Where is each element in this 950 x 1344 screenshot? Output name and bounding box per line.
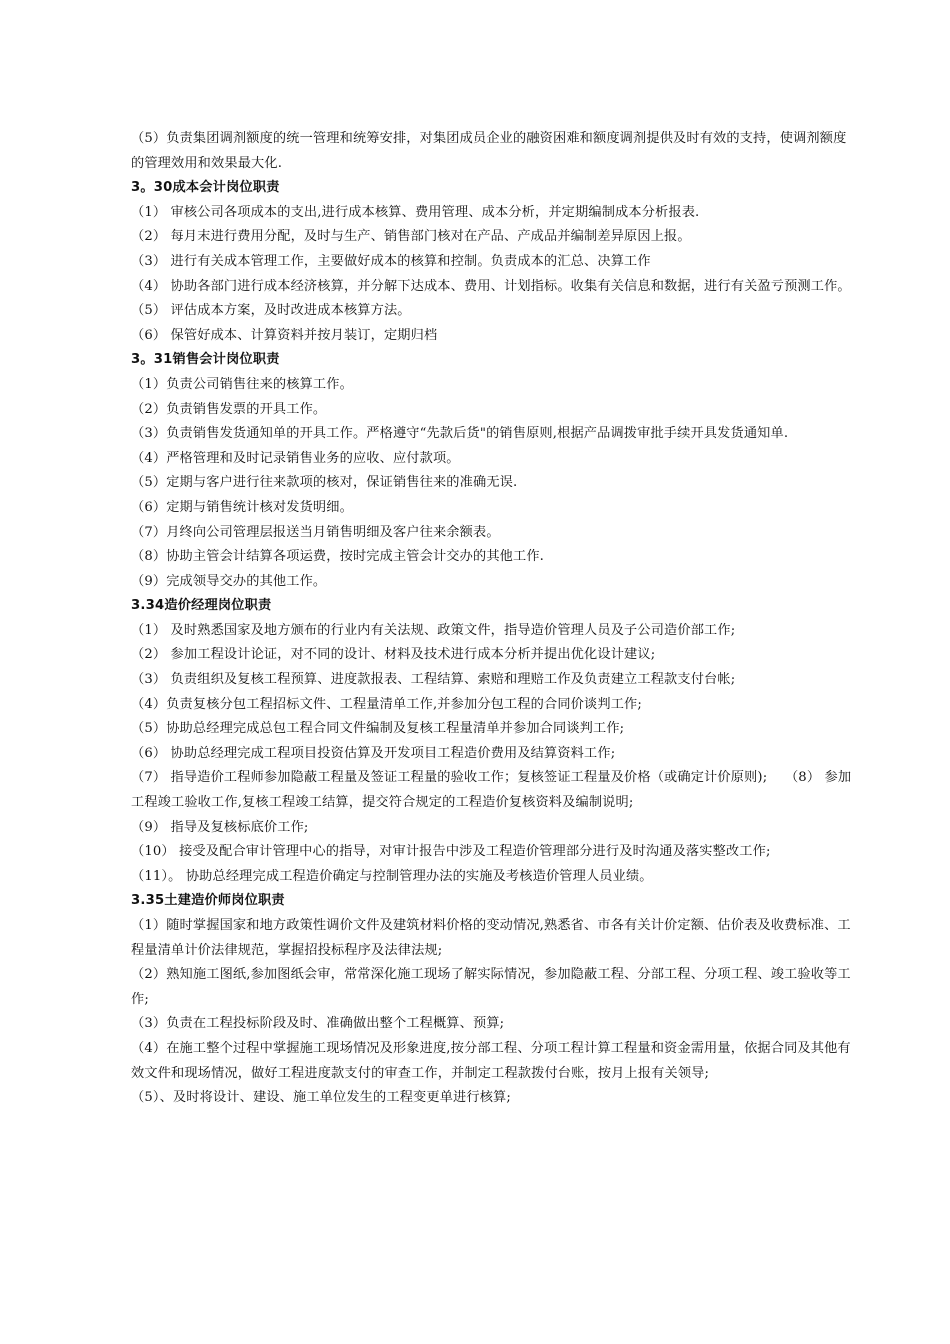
- paragraph: （5） 评估成本方案，及时改进成本核算方法。: [131, 303, 411, 319]
- paragraph: （11）。 协助总经理完成工程造价确定与控制管理办法的实施及考核造价管理人员业绩。: [131, 868, 653, 884]
- document-body: [131, 127, 856, 1111]
- paragraph: （6）定期与销售统计核对发货明细。: [131, 499, 353, 515]
- section-heading: 3。31销售会计岗位职责: [131, 352, 280, 368]
- paragraph: （9）完成领导交办的其他工作。: [131, 573, 327, 589]
- paragraph: （3） 进行有关成本管理工作，主要做好成本的核算和控制。负责成本的汇总、决算工作: [131, 253, 651, 269]
- paragraph: （7）月终向公司管理层报送当月销售明细及客户往来余额表。: [131, 524, 500, 540]
- paragraph: （4）严格管理和及时记录销售业务的应收、应付款项。: [131, 450, 460, 466]
- paragraph: （4）负责复核分包工程招标文件、工程量清单工作,并参加分包工程的合同价谈判工作;: [131, 696, 642, 712]
- paragraph: （1） 审核公司各项成本的支出,进行成本核算、费用管理、成本分析，并定期编制成本分析报表.: [131, 204, 700, 220]
- section-heading: 3。30成本会计岗位职责: [131, 180, 280, 196]
- paragraph: （1）负责公司销售往来的核算工作。: [131, 376, 353, 392]
- paragraph: （8）协助主管会计结算各项运费，按时完成主管会计交办的其他工作.: [131, 549, 545, 565]
- paragraph: （4） 协助各部门进行成本经济核算，并分解下达成本、费用、计划指标。收集有关信息和数据，进行有关盈亏预测工作。: [131, 278, 851, 294]
- paragraph: （2） 每月末进行费用分配，及时与生产、销售部门核对在产品、产成品并编制差异原因上报。: [131, 229, 691, 245]
- paragraph: （3）负责销售发货通知单的开具工作。严格遵守“先款后货"的销售原则,根据产品调拨审批手续开具发货通知单.: [131, 426, 789, 442]
- paragraph: （3）负责在工程投标阶段及时、准确做出整个工程概算、预算;: [131, 1016, 505, 1032]
- paragraph: （5）、及时将设计、建设、施工单位发生的工程变更单进行核算;: [131, 1090, 511, 1106]
- paragraph: （3） 负责组织及复核工程预算、进度款报表、工程结算、索赔和理赔工作及负责建立工程款支付台帐;: [131, 672, 736, 688]
- paragraph: （2） 参加工程设计论证，对不同的设计、材料及技术进行成本分析并提出优化设计建议;: [131, 647, 656, 663]
- paragraph: （5）定期与客户进行往来款项的核对，保证销售往来的准确无误.: [131, 475, 518, 491]
- paragraph: （2）负责销售发票的开具工作。: [131, 401, 327, 417]
- paragraph: （10） 接受及配合审计管理中心的指导，对审计报告中涉及工程造价管理部分进行及时沟通及落实整改工作;: [131, 844, 771, 860]
- paragraph: （9） 指导及复核标底价工作;: [131, 819, 309, 835]
- section-heading: 3.34造价经理岗位职责: [131, 598, 272, 614]
- paragraph: （6） 保管好成本、计算资料并按月装订，定期归档: [131, 327, 438, 343]
- paragraph: （6） 协助总经理完成工程项目投资估算及开发项目工程造价费用及结算资料工作;: [131, 745, 616, 761]
- section-heading: 3.35土建造价师岗位职责: [131, 893, 285, 909]
- paragraph: （2）熟知施工图纸,参加图纸会审，常常深化施工现场了解实际情况，参加隐蔽工程、分部工程、分项工程、竣工验收等工作;: [131, 967, 851, 1007]
- paragraph: （1） 及时熟悉国家及地方颁布的行业内有关法规、政策文件，指导造价管理人员及子公司造价部工作;: [131, 622, 736, 638]
- paragraph: （7） 指导造价工程师参加隐蔽工程量及签证工程量的验收工作；复核签证工程量及价格（或确定计价原则); （8） 参加工程竣工验收工作,复核工程竣工结算，提交符合规定的工程造价复核资料及编制说明;: [131, 770, 852, 811]
- paragraph: （5）负责集团调剂额度的统一管理和统筹安排，对集团成员企业的融资困难和额度调剂提供及时有效的支持，使调剂额度的管理效用和效果最大化.: [131, 131, 847, 171]
- paragraph: （5）协助总经理完成总包工程合同文件编制及复核工程量清单并参加合同谈判工作;: [131, 721, 625, 737]
- paragraph: （1）随时掌握国家和地方政策性调价文件及建筑材料价格的变动情况,熟悉省、市各有关计价定额、估价表及收费标准、工程量清单计价法律规范，掌握招投标程序及法律法规;: [131, 918, 851, 958]
- paragraph: （4）在施工整个过程中掌握施工现场情况及形象进度,按分部工程、分项工程计算工程量和资金需用量，依据合同及其他有效文件和现场情况，做好工程进度款支付的审查工作，并制定工程款拨付台账，按月上报有关领导;: [131, 1040, 851, 1081]
